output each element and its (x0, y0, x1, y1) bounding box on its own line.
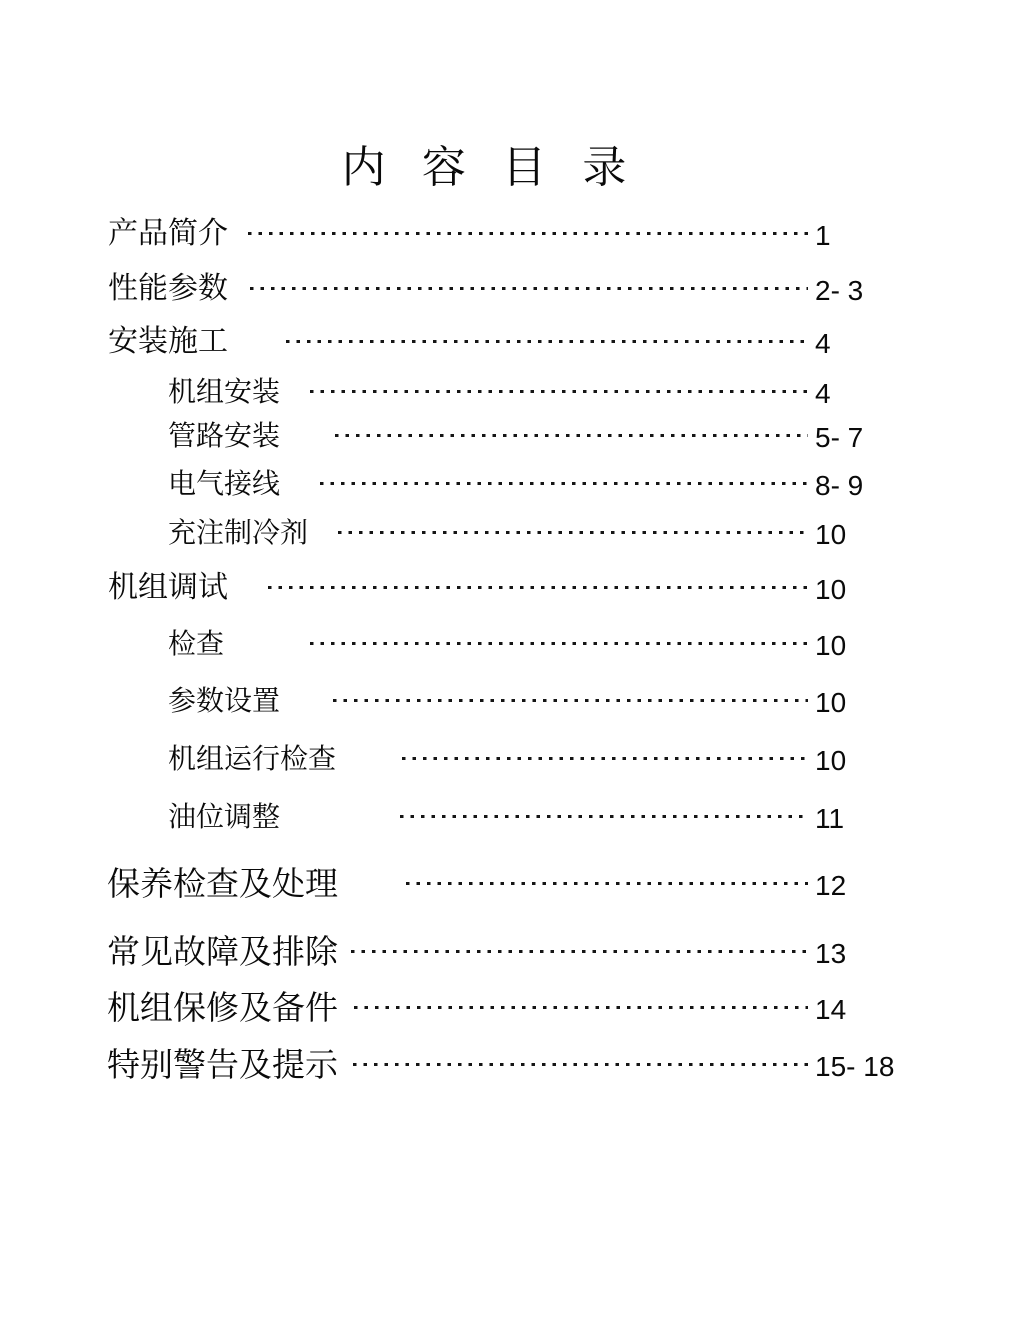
dot-leader (333, 699, 808, 702)
toc-entry (0, 799, 1020, 835)
toc-entry (0, 1045, 1020, 1085)
dot-leader (335, 434, 808, 437)
toc-entry-page: 2- 3 (815, 274, 864, 306)
toc-entry-page: 5- 7 (815, 421, 864, 453)
toc-entry (0, 418, 1020, 454)
toc-entry-label: 参数设置 (168, 684, 281, 716)
toc-entry-page: 10 (815, 686, 847, 718)
toc-entry-page: 4 (815, 377, 831, 409)
toc-entry-label: 检查 (168, 627, 225, 659)
dot-leader (320, 482, 808, 485)
toc-entry-page: 13 (815, 937, 847, 969)
dot-leader (351, 950, 808, 953)
toc-entry (0, 374, 1020, 410)
toc-entry-label: 管路安装 (168, 419, 281, 451)
dot-leader (310, 390, 808, 393)
toc-entry-page: 4 (815, 327, 831, 359)
dot-leader (338, 531, 808, 534)
toc-entry-label: 机组运行检查 (168, 742, 337, 774)
toc-entry-page: 12 (815, 869, 847, 901)
toc-entry-label: 充注制冷剂 (168, 516, 309, 548)
toc-entry-page: 10 (815, 518, 847, 550)
toc-entry (0, 683, 1020, 719)
toc-entry (0, 864, 1020, 904)
toc-entry-label: 特别警告及提示 (107, 1046, 338, 1084)
toc-entry-label: 产品简介 (108, 216, 228, 250)
toc-entry-label: 机组保修及备件 (107, 989, 338, 1027)
toc-entry-page: 8- 9 (815, 469, 864, 501)
toc-entry-page: 11 (815, 802, 845, 834)
toc-entry-page: 1 (815, 219, 831, 251)
toc-entry-label: 机组安装 (168, 375, 281, 407)
toc-entry-label: 保养检查及处理 (107, 865, 338, 903)
toc-entry (0, 324, 1020, 360)
toc-entry (0, 570, 1020, 606)
dot-leader (248, 232, 808, 235)
toc-entry-label: 机组调试 (108, 570, 228, 604)
dot-leader (250, 287, 808, 290)
toc-entry (0, 515, 1020, 551)
toc-entry (0, 466, 1020, 502)
dot-leader (286, 340, 808, 343)
toc-entry-page: 10 (815, 573, 847, 605)
toc-entry (0, 988, 1020, 1028)
toc-entry-page: 15- 18 (815, 1050, 895, 1082)
dot-leader (268, 586, 808, 589)
toc-entry (0, 271, 1020, 307)
toc-entry-label: 电气接线 (168, 467, 281, 499)
toc-entry (0, 741, 1020, 777)
toc-entry-label: 安装施工 (108, 324, 228, 358)
toc-entry-label: 常见故障及排除 (107, 933, 338, 971)
dot-leader (353, 1063, 808, 1066)
dot-leader (400, 815, 808, 818)
dot-leader (354, 1006, 808, 1009)
dot-leader (310, 642, 808, 645)
toc-entry (0, 626, 1020, 662)
dot-leader (402, 757, 808, 760)
toc-entry-page: 10 (815, 744, 847, 776)
toc-entry (0, 216, 1020, 252)
toc-entry-page: 10 (815, 629, 847, 661)
page-title: 内 容 目 录 (341, 143, 639, 193)
toc-entry-page: 14 (815, 993, 847, 1025)
toc-entry-label: 性能参数 (108, 271, 228, 305)
toc-entry-label: 油位调整 (168, 800, 281, 832)
toc-entry (0, 932, 1020, 972)
dot-leader (406, 882, 808, 885)
